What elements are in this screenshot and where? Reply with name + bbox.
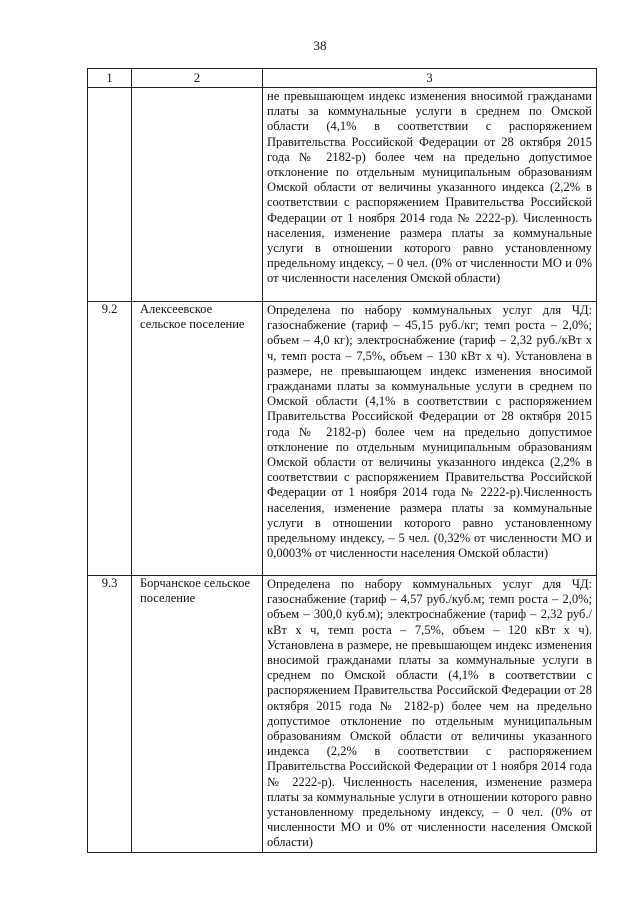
column-header-2: 2	[132, 69, 263, 88]
row-description: Определена по набору коммунальных услуг для ЧД: газоснабжение (тариф – 4,57 руб./куб.м; темп роста – 2,0%; объем – 300,0 куб.м); электроснабжение (тариф – 2,32 руб./кВт х ч, темп роста – 7,5%, объем – 120 кВт х ч). Установлена в размере, не превышающем индекс изменения вносимой гражданами платы за коммунальные услуги в среднем по Омской области (4,1% в соответствии с распоряжением Правительства Российской Федерации от 28 октября 2015 года № 2182-р) более чем на предельно допустимое отклонение по отдельным муниципальным образованиям Омской области от величины указанного индекса (2,2% в соответствии с распоряжением Правительства Российской Федерации от 1 ноября 2014 года № 2222-р). Численность населения, изменение размера платы за коммунальные услуги в отношении которого равно установленному предельному индексу, – 0 чел. (0% от численности МО и 0% от численности населения Омской области)	[263, 576, 597, 853]
column-header-1: 1	[88, 69, 132, 88]
table-row	[88, 576, 597, 853]
column-header-3: 3	[263, 69, 597, 88]
row-number: 9.2	[88, 302, 132, 576]
data-table	[87, 68, 597, 853]
settlement-name: Борчанское сельское поселение	[132, 576, 263, 853]
table-header-row	[88, 69, 597, 88]
settlement-name: Алексеевское сельское поселение	[132, 302, 263, 576]
row-number: 9.3	[88, 576, 132, 853]
table-row	[88, 302, 597, 576]
settlement-name	[132, 88, 263, 302]
row-description: не превышающем индекс изменения вносимой гражданами платы за коммунальные услуги в среднем по Омской области (4,1% в соответствии с распоряжением Правительства Российской Федерации от 28 октября 2015 года № 2182-р) более чем на предельно допустимое отклонение по отдельным муниципальным образованиям Омской области от величины указанного индекса (2,2% в соответствии с распоряжением Правительства Российской Федерации от 1 ноября 2014 года № 2222-р). Численность населения, изменение размера платы за коммунальные услуги в отношении которого равно установленному предельному индексу, – 0 чел. (0% от численности МО и 0% от численности населения Омской области)	[263, 88, 597, 302]
row-description: Определена по набору коммунальных услуг для ЧД: газоснабжение (тариф – 45,15 руб./кг; темп роста – 2,0%; объем – 4,0 кг); электроснабжение (тариф – 2,32 руб./кВт х ч, темп роста – 7,5%, объем – 130 кВт х ч). Установлена в размере, не превышающем индекс изменения вносимой гражданами платы за коммунальные услуги в среднем по Омской области (4,1% в соответствии с распоряжением Правительства Российской Федерации от 28 октября 2015 года № 2182-р) более чем на предельно допустимое отклонение по отдельным муниципальным образованиям Омской области от величины указанного индекса (2,2% в соответствии с распоряжением Правительства Российской Федерации от 1 ноября 2014 года № 2222-р).Численность населения, изменение размера платы за коммунальные услуги в отношении которого равно установленному предельному индексу, – 5 чел. (0,32% от численности МО и 0,0003% от численности населения Омской области)	[263, 302, 597, 576]
page-number: 38	[313, 38, 327, 53]
row-number	[88, 88, 132, 302]
table-row	[88, 88, 597, 302]
